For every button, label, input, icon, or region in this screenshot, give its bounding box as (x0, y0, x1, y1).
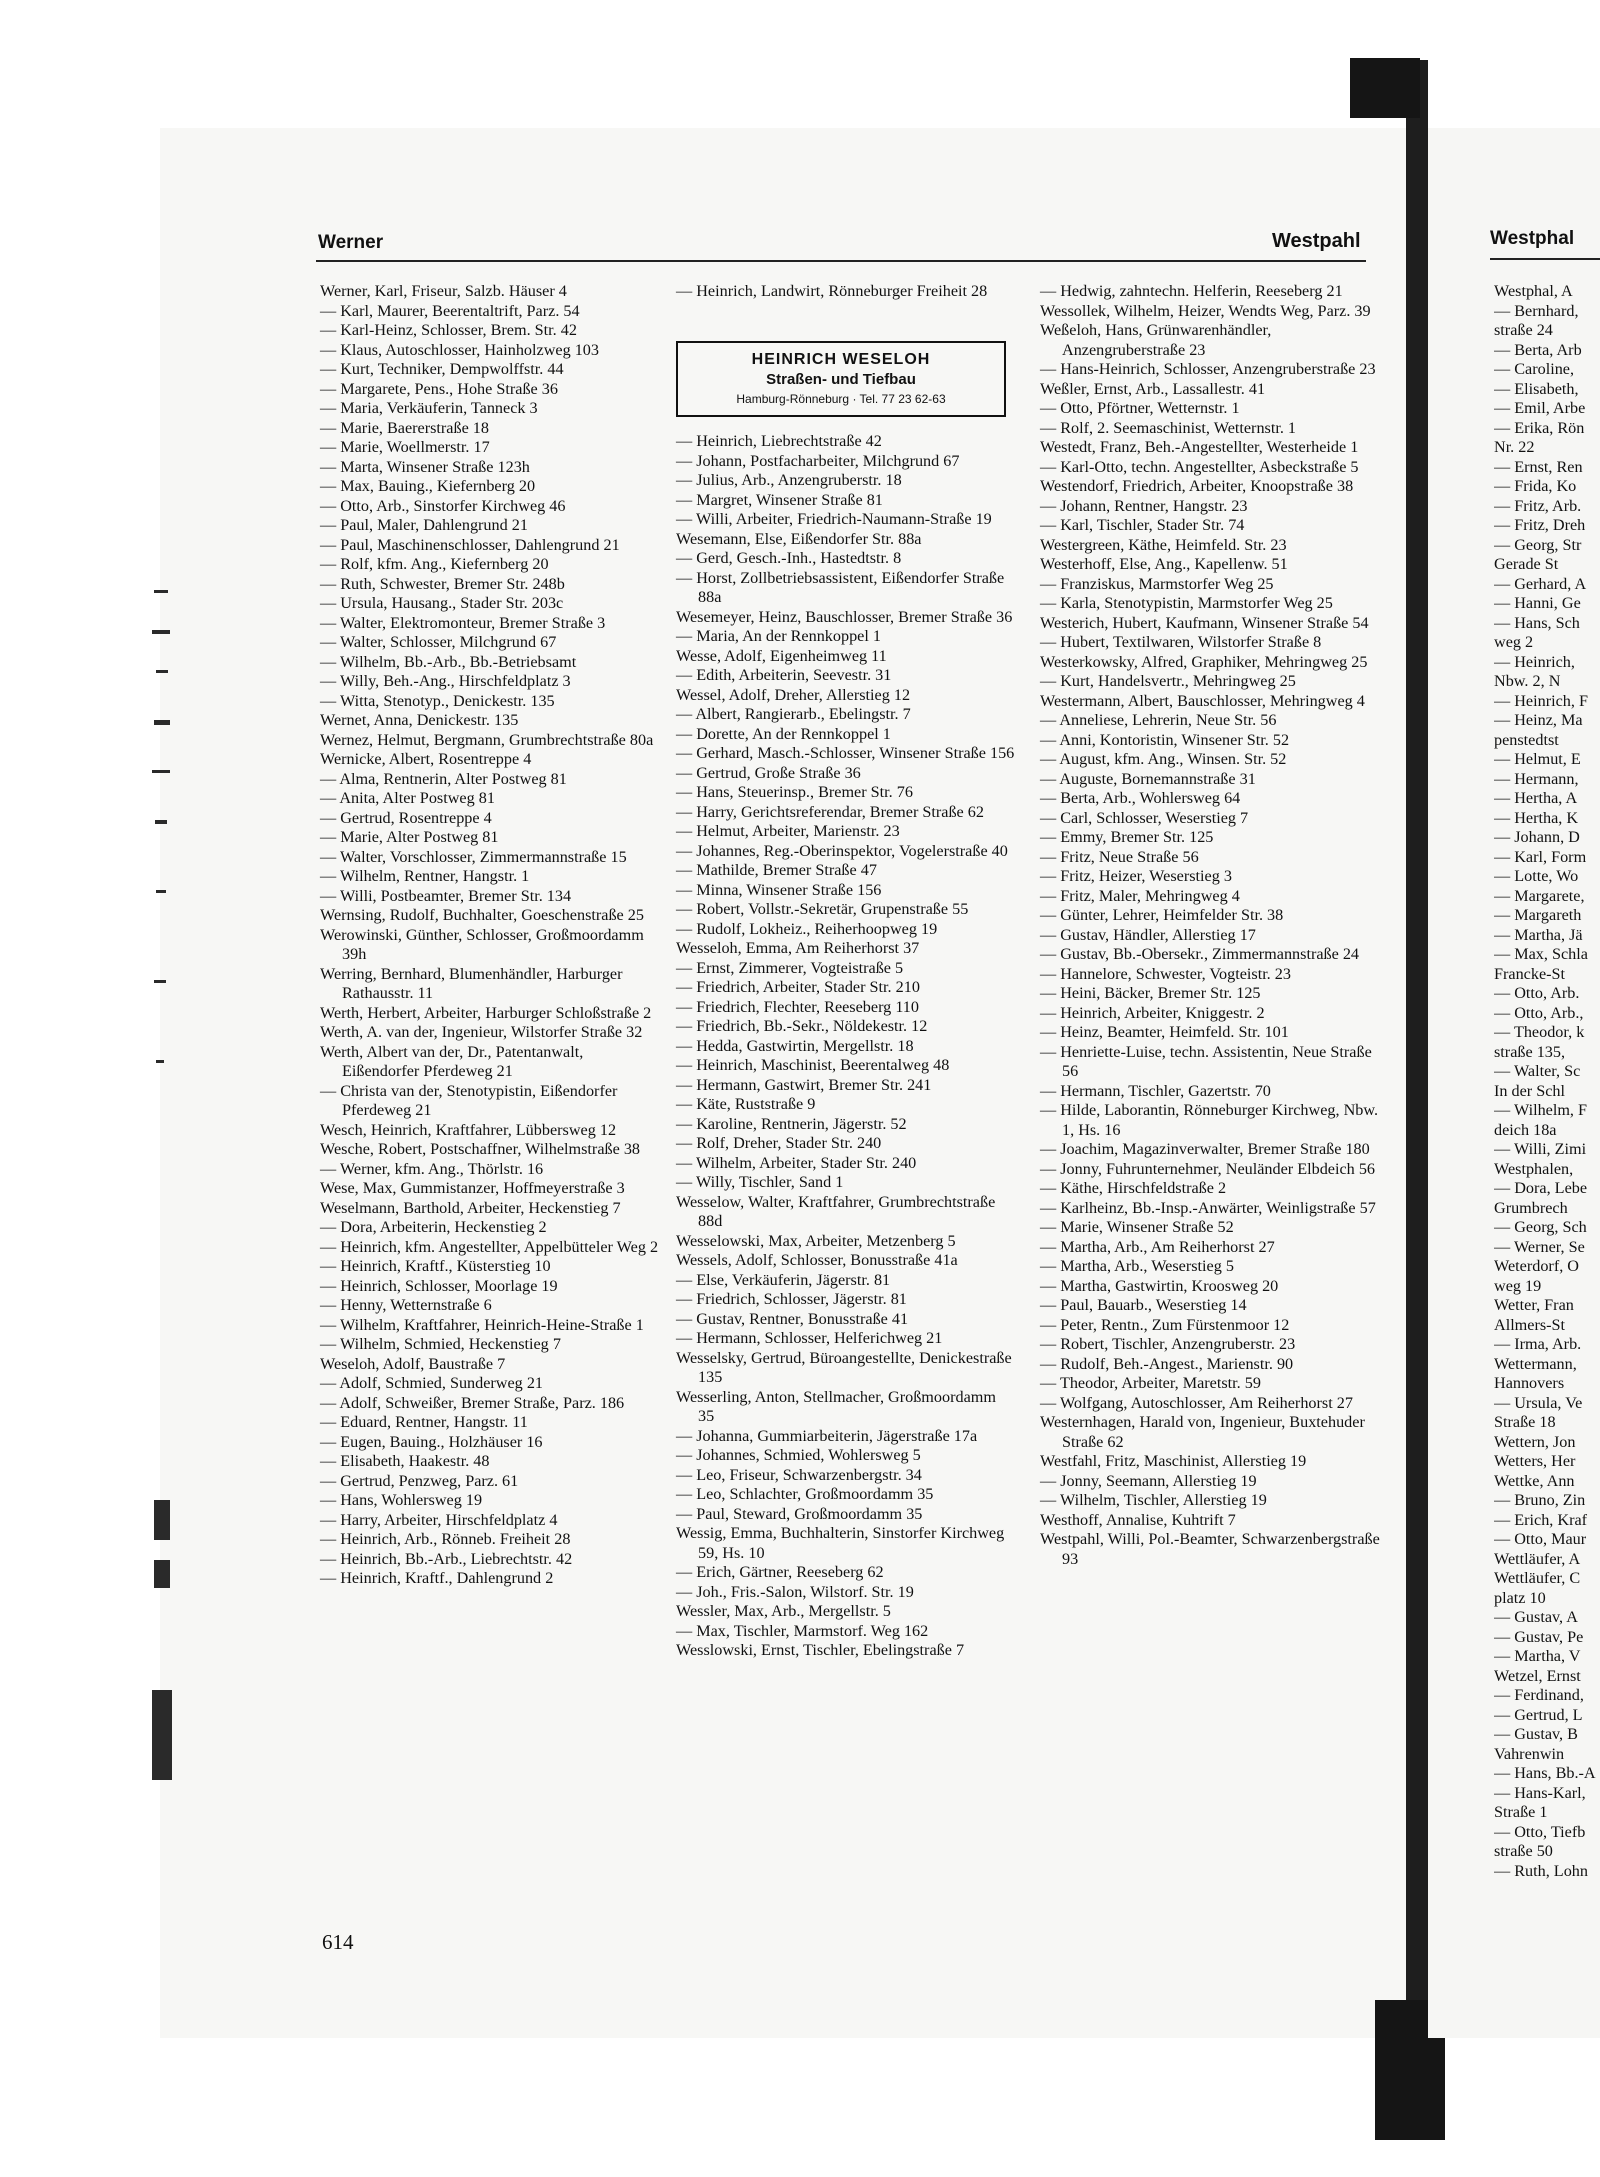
directory-entry: — Jonny, Seemann, Allerstieg 19 (1040, 1471, 1257, 1490)
directory-entry: — Marie, Winsener Straße 52 (1040, 1218, 1234, 1236)
directory-entry: — Walter, Elektromonteur, Bremer Straße 3 (320, 613, 606, 632)
directory-entry: — Fritz, Neue Straße 56 (1040, 847, 1199, 866)
directory-entry: — Ernst, Ren (1494, 457, 1583, 476)
directory-entry: Westedt, Franz, Beh.-Angestellter, Westerheide 1 (1040, 438, 1359, 456)
directory-entry: Westpahl, Willi, Pol.-Beamter, Schwarzenbergstraße 93 (1040, 1530, 1380, 1568)
directory-entry: deich 18a (1494, 1120, 1557, 1139)
directory-entry: Wernez, Helmut, Bergmann, Grumbrechtstraße 80a (320, 730, 654, 749)
directory-entry: Werth, Albert van der, Dr., Patentanwalt, Eißendorfer Pferdeweg 21 (320, 1042, 584, 1080)
directory-entry: — Anita, Alter Postweg 81 (320, 789, 495, 807)
directory-entry: — Kurt, Techniker, Dempwolffstr. 44 (320, 360, 564, 378)
directory-entry: — Hubert, Textilwaren, Wilstorfer Straße 8 (1040, 633, 1322, 651)
directory-entry: — Bruno, Zin (1494, 1491, 1586, 1509)
directory-entry: In der Schl (1494, 1081, 1566, 1100)
directory-entry: — Heini, Bäcker, Bremer Str. 125 (1040, 984, 1261, 1002)
directory-entry: — Willi, Zimi (1494, 1140, 1587, 1158)
directory-entry: — Heinz, Beamter, Heimfeld. Str. 101 (1040, 1023, 1289, 1041)
directory-entry: — Bernhard, (1494, 301, 1579, 320)
directory-entry: Westphalen, (1494, 1159, 1574, 1178)
directory-entry: — Leo, Friseur, Schwarzenbergstr. 34 (676, 1465, 922, 1484)
directory-entry: — Hanni, Ge (1494, 594, 1581, 612)
directory-entry: — Rolf, Dreher, Stader Str. 240 (676, 1134, 882, 1152)
directory-entry: — Gustav, Rentner, Bonusstraße 41 (676, 1309, 909, 1328)
directory-entry: — Gerd, Gesch.-Inh., Hastedtstr. 8 (676, 549, 902, 567)
directory-entry: — Martha, Arb., Weserstieg 5 (1040, 1257, 1234, 1275)
directory-entry: — Johann, Postfacharbeiter, Milchgrund 67 (676, 451, 960, 470)
directory-entry: Wetters, Her (1494, 1452, 1576, 1470)
directory-entry: Weseloh, Adolf, Baustraße 7 (320, 1354, 506, 1373)
directory-entry: Werner, Karl, Friseur, Salzb. Häuser 4 (320, 282, 567, 300)
directory-entry: — Auguste, Bornemannstraße 31 (1040, 769, 1256, 788)
directory-entry: Wernsing, Rudolf, Buchhalter, Goeschenstraße 25 (320, 906, 644, 924)
directory-entry: Straße 18 (1494, 1413, 1556, 1431)
directory-entry: — Witta, Stenotyp., Denickestr. 135 (320, 691, 555, 710)
directory-entry: — Paul, Bauarb., Weserstieg 14 (1040, 1296, 1247, 1314)
directory-entry: — Ferdinand, (1494, 1686, 1584, 1704)
directory-entry: — Heinrich, Liebrechtstraße 42 (676, 432, 882, 450)
directory-entry: — Berta, Arb (1494, 340, 1582, 359)
directory-entry: — Karl-Heinz, Schlosser, Brem. Str. 42 (320, 321, 577, 339)
directory-entry: — Else, Verkäuferin, Jägerstr. 81 (676, 1270, 891, 1289)
directory-entry: — Minna, Winsener Straße 156 (676, 880, 882, 899)
directory-entry: — Max, Bauing., Kiefernberg 20 (320, 477, 536, 495)
directory-entry: — Hannelore, Schwester, Vogteistr. 23 (1040, 964, 1291, 983)
directory-entry: — Edith, Arbeiterin, Seevestr. 31 (676, 666, 892, 684)
book-gutter (1406, 60, 1428, 2020)
directory-entry: — Harry, Arbeiter, Hirschfeldplatz 4 (320, 1510, 558, 1529)
directory-entry: — Friedrich, Arbeiter, Stader Str. 210 (676, 978, 920, 996)
directory-entry: — Gerhard, Masch.-Schlosser, Winsener Straße 156 (676, 744, 1015, 762)
running-head-next-page: Westphal (1490, 228, 1575, 249)
page-number: 614 (322, 1930, 354, 1954)
directory-entry: — Leo, Schlachter, Großmoordamm 35 (676, 1485, 934, 1503)
directory-entry: Nbw. 2, N (1494, 672, 1561, 690)
directory-entry: — Karl-Otto, techn. Angestellter, Asbeckstraße 5 (1040, 457, 1359, 476)
running-head-right: Westpahl (1272, 230, 1361, 252)
directory-entry: — Marie, Woellmerstr. 17 (320, 438, 490, 456)
directory-entry: — Johann, Rentner, Hangstr. 23 (1040, 496, 1248, 515)
directory-entry: — Wilhelm, Arbeiter, Stader Str. 240 (676, 1153, 917, 1172)
directory-entry: Hannovers (1494, 1374, 1565, 1392)
directory-entry: weg 19 (1494, 1276, 1542, 1295)
directory-entry: — Hedda, Gastwirtin, Mergellstr. 18 (676, 1036, 914, 1055)
directory-entry: — Wilhelm, Bb.-Arb., Bb.-Betriebsamt (320, 652, 577, 671)
directory-entry: — Hedwig, zahntechn. Helferin, Reeseberg 21 (1040, 282, 1343, 300)
directory-entry: — Fritz, Arb. (1494, 496, 1582, 515)
directory-entry: — Martha, Arb., Am Reiherhorst 27 (1040, 1237, 1275, 1256)
directory-entry: — Dorette, An der Rennkoppel 1 (676, 724, 891, 743)
advert-business-line: Straßen- und Tiefbau (766, 371, 916, 388)
directory-entry: — Hermann, (1494, 769, 1579, 788)
directory-entry: Wesche, Robert, Postschaffner, Wilhelmstraße 38 (320, 1140, 641, 1158)
directory-entry: — Elisabeth, (1494, 379, 1579, 398)
directory-entry: Westendorf, Friedrich, Arbeiter, Knoopstraße 38 (1040, 477, 1354, 495)
directory-entry: — Elisabeth, Haakestr. 48 (320, 1452, 490, 1470)
directory-entry: — Marie, Baererstraße 18 (320, 418, 489, 437)
directory-entry: — Walter, Sc (1494, 1062, 1581, 1080)
directory-entry: — Eduard, Rentner, Hangstr. 11 (320, 1413, 528, 1431)
directory-entry: — Hilde, Laborantin, Rönneburger Kirchweg, Nbw. 1, Hs. 16 (1040, 1101, 1379, 1139)
directory-entry: Wetter, Fran (1494, 1296, 1574, 1314)
directory-entry: — Gertrud, Große Straße 36 (676, 763, 861, 782)
directory-entry: Francke-St (1494, 964, 1566, 983)
directory-entry: — Fritz, Heizer, Weserstieg 3 (1040, 867, 1232, 885)
directory-entry: — Gertrud, Penzweg, Parz. 61 (320, 1471, 519, 1490)
directory-entry: — Hans, Steuerinsp., Bremer Str. 76 (676, 783, 913, 801)
directory-entry: — Karl, Maurer, Beerentaltrift, Parz. 54 (320, 301, 580, 320)
directory-entry: — Werner, kfm. Ang., Thörlstr. 16 (320, 1159, 544, 1178)
directory-entry: Werring, Bernhard, Blumenhändler, Harburger Rathausstr. 11 (320, 964, 623, 1002)
directory-entry: — Marta, Winsener Straße 123h (320, 457, 530, 476)
directory-entry: — Helmut, Arbeiter, Marienstr. 23 (676, 822, 900, 840)
directory-entry: — Otto, Arb., (1494, 1003, 1584, 1022)
directory-entry: Wettern, Jon (1494, 1432, 1576, 1451)
directory-entry: — Otto, Maur (1494, 1530, 1587, 1548)
directory-entry: — Heinrich, Arb., Rönneb. Freiheit 28 (320, 1530, 571, 1548)
directory-entry: — August, kfm. Ang., Winsen. Str. 52 (1040, 750, 1287, 768)
directory-column-1 (320, 282, 660, 1589)
directory-entry: — Robert, Vollstr.-Sekretär, Grupenstraße 55 (676, 900, 969, 918)
directory-entry: — Walter, Schlosser, Milchgrund 67 (320, 633, 557, 651)
directory-entry: — Robert, Tischler, Anzengruberstr. 23 (1040, 1335, 1296, 1353)
directory-entry: — Heinrich, kfm. Angestellter, Appelbütteler Weg 2 (320, 1237, 659, 1256)
directory-entry: — Margarete, (1494, 886, 1585, 905)
directory-entry: — Otto, Pförtner, Wetternstr. 1 (1040, 399, 1240, 417)
directory-entry: — Rolf, kfm. Ang., Kiefernberg 20 (320, 555, 549, 573)
directory-entry: — Ursula, Ve (1494, 1393, 1583, 1412)
directory-entry: — Heinz, Ma (1494, 711, 1583, 729)
directory-entry: — Harry, Gerichtsreferendar, Bremer Straße 62 (676, 802, 984, 821)
directory-entry: Wetzel, Ernst (1494, 1666, 1581, 1685)
directory-entry: — Julius, Arb., Anzengruberstr. 18 (676, 471, 902, 489)
directory-entry: — Jonny, Fuhrunternehmer, Neuländer Elbdeich 56 (1040, 1159, 1376, 1178)
directory-entry: — Caroline, (1494, 360, 1575, 378)
directory-entry: — Margarete, Pens., Hohe Straße 36 (320, 379, 558, 398)
directory-entry: — Heinrich, Bb.-Arb., Liebrechtstr. 42 (320, 1549, 573, 1568)
directory-entry: Nr. 22 (1494, 438, 1535, 456)
directory-entry: — Joachim, Magazinverwalter, Bremer Straße 180 (1040, 1140, 1370, 1158)
directory-entry: — Klaus, Autoschlosser, Hainholzweg 103 (320, 340, 599, 359)
directory-entry: Westernhagen, Harald von, Ingenieur, Buxtehuder Straße 62 (1040, 1413, 1365, 1451)
directory-entry: platz 10 (1494, 1588, 1546, 1607)
directory-entry: — Emil, Arbe (1494, 399, 1586, 417)
directory-entry: weg 2 (1494, 633, 1534, 651)
directory-entry: — Georg, Str (1494, 535, 1582, 554)
directory-entry: Wettläufer, C (1494, 1569, 1581, 1587)
directory-entry: — Rudolf, Beh.-Angest., Marienstr. 90 (1040, 1354, 1294, 1373)
directory-entry: — Carl, Schlosser, Weserstieg 7 (1040, 808, 1249, 827)
directory-entry: — Heinrich, F (1494, 691, 1588, 710)
directory-entry: — Paul, Maschinenschlosser, Dahlengrund 21 (320, 535, 620, 554)
directory-entry: Werth, A. van der, Ingenieur, Wilstorfer Straße 32 (320, 1023, 643, 1041)
directory-entry: Weßler, Ernst, Arb., Lassallestr. 41 (1040, 379, 1266, 398)
directory-entry: — Irma, Arb. (1494, 1335, 1582, 1353)
directory-entry: — Hans, Wohlersweg 19 (320, 1491, 483, 1509)
directory-entry: Wessels, Adolf, Schlosser, Bonusstraße 41a (676, 1251, 958, 1269)
directory-entry: Wesch, Heinrich, Kraftfahrer, Lübbersweg 12 (320, 1120, 617, 1139)
directory-entry: — Adolf, Schweißer, Bremer Straße, Parz. 186 (320, 1393, 625, 1412)
directory-entry: Grumbrech (1494, 1198, 1568, 1217)
directory-entry: — Karla, Stenotypistin, Marmstorfer Weg 25 (1040, 594, 1333, 612)
directory-entry: — Gerhard, A (1494, 574, 1587, 593)
directory-column-2-top (676, 282, 1016, 302)
directory-entry: — Wolfgang, Autoschlosser, Am Reiherhorst 27 (1040, 1393, 1353, 1412)
directory-entry: — Anneliese, Lehrerin, Neue Str. 56 (1040, 711, 1277, 729)
directory-entry: — Ruth, Schwester, Bremer Str. 248b (320, 574, 565, 593)
directory-entry: — Marie, Alter Postweg 81 (320, 828, 499, 846)
directory-entry: Westhoff, Annalise, Kuhtrift 7 (1040, 1510, 1236, 1529)
advertisement-box (676, 341, 1006, 417)
directory-entry: — Karlheinz, Bb.-Insp.-Anwärter, Weinligstraße 57 (1040, 1198, 1376, 1217)
directory-entry: — Willi, Arbeiter, Friedrich-Naumann-Straße 19 (676, 510, 992, 528)
directory-entry: — Paul, Steward, Großmoordamm 35 (676, 1504, 923, 1523)
directory-entry: — Walter, Vorschlosser, Zimmermannstraße 15 (320, 847, 627, 866)
advert-company-name: HEINRICH WESELOH (751, 351, 931, 368)
directory-entry: — Albert, Rangierarb., Ebelingstr. 7 (676, 705, 911, 723)
directory-entry: Wessig, Emma, Buchhalterin, Sinstorfer Kirchweg 59, Hs. 10 (676, 1524, 1005, 1562)
directory-entry: Werowinski, Günther, Schlosser, Großmoordamm 39h (320, 925, 644, 963)
directory-entry: Westergreen, Käthe, Heimfeld. Str. 23 (1040, 535, 1287, 554)
directory-entry: — Christa van der, Stenotypistin, Eißendorfer Pferdeweg 21 (320, 1081, 618, 1119)
directory-entry: Wernet, Anna, Denickestr. 135 (320, 711, 519, 729)
directory-entry: — Wilhelm, Tischler, Allerstieg 19 (1040, 1491, 1267, 1509)
directory-entry: — Eugen, Bauing., Holzhäuser 16 (320, 1432, 543, 1451)
directory-entry: Westphal, A (1494, 282, 1573, 300)
directory-entry: — Adolf, Schmied, Sunderweg 21 (320, 1374, 544, 1392)
directory-entry: Gerade St (1494, 555, 1559, 573)
directory-entry: — Margret, Winsener Straße 81 (676, 490, 883, 509)
directory-entry: — Hermann, Gastwirt, Bremer Str. 241 (676, 1075, 932, 1094)
directory-entry: — Frida, Ko (1494, 477, 1577, 495)
directory-entry: — Hans-Heinrich, Schlosser, Anzengruberstraße 23 (1040, 360, 1376, 378)
directory-entry: — Johannes, Reg.-Oberinspektor, Vogelerstraße 40 (676, 841, 1008, 860)
directory-entry: — Heinrich, Kraftf., Dahlengrund 2 (320, 1569, 554, 1587)
directory-entry: — Willy, Tischler, Sand 1 (676, 1173, 844, 1191)
directory-entry: — Lotte, Wo (1494, 867, 1579, 885)
directory-entry: — Ruth, Lohn (1494, 1861, 1588, 1880)
directory-entry: — Johanna, Gummiarbeiterin, Jägerstraße 17a (676, 1426, 978, 1445)
directory-entry: — Gustav, Pe (1494, 1627, 1584, 1646)
directory-entry: penstedtst (1494, 730, 1559, 749)
directory-entry: — Theodor, k (1494, 1023, 1585, 1041)
directory-entry: — Martha, V (1494, 1647, 1581, 1665)
directory-entry: Westerhoff, Else, Ang., Kapellenw. 51 (1040, 555, 1288, 573)
directory-entry: — Franziskus, Marmstorfer Weg 25 (1040, 574, 1274, 593)
directory-entry: — Karl, Tischler, Stader Str. 74 (1040, 516, 1245, 534)
directory-entry: Vahrenwin (1494, 1744, 1565, 1763)
directory-entry: — Fritz, Dreh (1494, 516, 1586, 534)
directory-column-2 (676, 432, 1016, 1661)
directory-entry: Weterdorf, O (1494, 1257, 1579, 1275)
directory-entry: — Gertrud, Rosentreppe 4 (320, 808, 492, 827)
directory-entry: — Heinrich, Landwirt, Rönneburger Freiheit 28 (676, 282, 988, 300)
directory-entry: Allmers-St (1494, 1315, 1566, 1334)
directory-entry: — Erich, Kraf (1494, 1510, 1588, 1529)
directory-entry: — Kurt, Handelsvertr., Mehringweg 25 (1040, 672, 1296, 690)
directory-entry: Wettläufer, A (1494, 1549, 1581, 1568)
directory-entry: — Gustav, A (1494, 1608, 1578, 1626)
directory-entry: — Paul, Maler, Dahlengrund 21 (320, 516, 528, 534)
directory-entry: — Erich, Gärtner, Reeseberg 62 (676, 1563, 884, 1581)
directory-entry: — Ernst, Zimmerer, Vogteistraße 5 (676, 958, 904, 977)
directory-entry: straße 50 (1494, 1842, 1553, 1860)
directory-column-3 (1040, 282, 1380, 1569)
directory-entry: — Hans, Sch (1494, 613, 1580, 632)
directory-entry: — Horst, Zollbetriebsassistent, Eißendorfer Straße 88a (676, 568, 1005, 606)
directory-entry: — Rolf, 2. Seemaschinist, Wetternstr. 1 (1040, 418, 1297, 437)
directory-entry: — Hermann, Schlosser, Helferichweg 21 (676, 1329, 943, 1347)
directory-entry: Wessler, Max, Arb., Mergellstr. 5 (676, 1602, 891, 1620)
directory-entry: — Friedrich, Flechter, Reeseberg 110 (676, 997, 919, 1016)
directory-entry: — Johannes, Schmied, Wohlersweg 5 (676, 1446, 921, 1464)
directory-entry: — Friedrich, Bb.-Sekr., Nöldekestr. 12 (676, 1017, 928, 1035)
directory-entry: — Hermann, Tischler, Gazertstr. 70 (1040, 1081, 1271, 1100)
directory-entry: — Otto, Arb. (1494, 984, 1580, 1002)
directory-entry: Westfahl, Fritz, Maschinist, Allerstieg 19 (1040, 1452, 1307, 1470)
directory-entry: — Max, Schla (1494, 945, 1588, 963)
directory-entry: — Henny, Wetternstraße 6 (320, 1296, 492, 1314)
directory-entry: — Ursula, Hausang., Stader Str. 203c (320, 594, 564, 612)
directory-entry: Wessel, Adolf, Dreher, Allerstieg 12 (676, 685, 911, 704)
directory-entry: — Friedrich, Schlosser, Jägerstr. 81 (676, 1290, 907, 1308)
directory-entry: Wesemann, Else, Eißendorfer Str. 88a (676, 529, 922, 548)
directory-entry: — Willy, Beh.-Ang., Hirschfeldplatz 3 (320, 672, 571, 690)
directory-entry: — Wilhelm, F (1494, 1101, 1588, 1119)
directory-entry: — Willi, Postbeamter, Bremer Str. 134 (320, 886, 572, 905)
directory-entry: Wesse, Adolf, Eigenheimweg 11 (676, 646, 887, 665)
directory-entry: Wettke, Ann (1494, 1471, 1575, 1490)
directory-entry: — Erika, Rön (1494, 418, 1585, 437)
directory-entry: Wesslowski, Ernst, Tischler, Ebelingstraße 7 (676, 1641, 965, 1659)
directory-entry: straße 135, (1494, 1042, 1566, 1061)
directory-entry: Westerkowsky, Alfred, Graphiker, Mehringweg 25 (1040, 652, 1368, 671)
directory-entry: — Peter, Rentn., Zum Fürstenmoor 12 (1040, 1315, 1290, 1334)
directory-entry: Weselmann, Barthold, Arbeiter, Heckenstieg 7 (320, 1198, 621, 1217)
directory-entry: — Hans, Bb.-A (1494, 1764, 1596, 1782)
advert-address-phone: Hamburg-Rönneburg · Tel. 77 23 62-63 (736, 392, 946, 406)
directory-entry: — Heinrich, Kraftf., Küsterstieg 10 (320, 1257, 551, 1275)
directory-entry: straße 24 (1494, 321, 1553, 339)
directory-entry: — Heinrich, Schlosser, Moorlage 19 (320, 1276, 558, 1295)
directory-entry: — Rudolf, Lokheiz., Reiherhoopweg 19 (676, 919, 938, 938)
directory-entry: — Gustav, Bb.-Obersekr., Zimmermannstraße 24 (1040, 945, 1360, 963)
directory-entry: — Henriette-Luise, techn. Assistentin, Neue Straße 56 (1040, 1042, 1372, 1080)
directory-entry: — Emmy, Bremer Str. 125 (1040, 828, 1214, 846)
directory-entry: — Käthe, Hirschfeldstraße 2 (1040, 1179, 1227, 1197)
directory-entry: — Maria, Verkäuferin, Tanneck 3 (320, 399, 538, 417)
directory-entry: — Werner, Se (1494, 1237, 1585, 1256)
directory-entry: — Dora, Lebe (1494, 1179, 1588, 1197)
directory-entry: — Fritz, Maler, Mehringweg 4 (1040, 886, 1240, 905)
directory-entry: — Heinrich, (1494, 652, 1575, 671)
directory-entry: — Gertrud, L (1494, 1705, 1583, 1724)
directory-entry: Weßeloh, Hans, Grünwarenhändler, Anzengruberstraße 23 (1040, 321, 1272, 359)
directory-entry: — Günter, Lehrer, Heimfelder Str. 38 (1040, 906, 1284, 924)
directory-entry: — Käte, Ruststraße 9 (676, 1095, 816, 1113)
directory-entry: — Johann, D (1494, 828, 1580, 846)
directory-entry: Wesselsky, Gertrud, Büroangestellte, Denickestraße 135 (676, 1348, 1012, 1386)
directory-entry: Westermann, Albert, Bauschlosser, Mehringweg 4 (1040, 691, 1365, 710)
directory-entry: Straße 1 (1494, 1803, 1548, 1821)
directory-entry: — Margareth (1494, 906, 1582, 924)
directory-entry: — Mathilde, Bremer Straße 47 (676, 861, 877, 879)
directory-entry: — Otto, Tiefb (1494, 1822, 1586, 1841)
directory-entry: — Martha, Gastwirtin, Kroosweg 20 (1040, 1276, 1279, 1295)
directory-entry: Wessollek, Wilhelm, Heizer, Wendts Weg, Parz. 39 (1040, 301, 1371, 320)
directory-entry: — Gustav, Händler, Allerstieg 17 (1040, 925, 1256, 944)
directory-column-next-page (1494, 282, 1600, 1881)
directory-entry: Wernicke, Albert, Rosentreppe 4 (320, 750, 532, 768)
directory-entry: — Berta, Arb., Wohlersweg 64 (1040, 789, 1241, 807)
binding-shadow-top (1350, 58, 1420, 118)
header-rule-next-page (1490, 258, 1600, 260)
directory-entry: Wesselow, Walter, Kraftfahrer, Grumbrechtstraße 88d (676, 1192, 996, 1230)
directory-entry: — Wilhelm, Schmied, Heckenstieg 7 (320, 1335, 561, 1353)
directory-entry: — Martha, Jä (1494, 925, 1583, 944)
directory-entry: — Karoline, Rentnerin, Jägerstr. 52 (676, 1114, 907, 1133)
directory-entry: — Theodor, Arbeiter, Maretstr. 59 (1040, 1374, 1261, 1392)
directory-entry: Westerich, Hubert, Kaufmann, Winsener Straße 54 (1040, 613, 1369, 632)
running-head-left: Werner (318, 232, 384, 253)
directory-entry: — Karl, Form (1494, 847, 1587, 866)
directory-entry: — Maria, An der Rennkoppel 1 (676, 627, 881, 645)
directory-entry: — Hertha, A (1494, 789, 1578, 807)
directory-entry: — Alma, Rentnerin, Alter Postweg 81 (320, 769, 567, 788)
directory-entry: — Heinrich, Maschinist, Beerentalweg 48 (676, 1056, 950, 1074)
directory-entry: — Helmut, E (1494, 750, 1581, 768)
directory-entry: Wettermann, (1494, 1354, 1577, 1373)
directory-entry: — Heinrich, Arbeiter, Kniggestr. 2 (1040, 1003, 1265, 1022)
directory-entry: Wesserling, Anton, Stellmacher, Großmoordamm 35 (676, 1387, 996, 1425)
directory-entry: — Wilhelm, Kraftfahrer, Heinrich-Heine-Straße 1 (320, 1315, 644, 1334)
directory-entry: — Gustav, B (1494, 1725, 1578, 1743)
directory-entry: — Dora, Arbeiterin, Heckenstieg 2 (320, 1218, 547, 1236)
directory-entry: — Georg, Sch (1494, 1218, 1587, 1236)
directory-entry: — Hertha, K (1494, 808, 1579, 827)
directory-entry: — Joh., Fris.-Salon, Wilstorf. Str. 19 (676, 1582, 914, 1601)
directory-entry: Wesselowski, Max, Arbeiter, Metzenberg 5 (676, 1231, 956, 1250)
directory-entry: — Anni, Kontoristin, Winsener Str. 52 (1040, 730, 1290, 749)
directory-entry: — Wilhelm, Rentner, Hangstr. 1 (320, 867, 530, 885)
bleed-through-marks (150, 560, 178, 1860)
directory-entry: Wesseloh, Emma, Am Reiherhorst 37 (676, 939, 920, 957)
directory-entry: Wesemeyer, Heinz, Bauschlosser, Bremer Straße 36 (676, 607, 1013, 626)
directory-entry: Werth, Herbert, Arbeiter, Harburger Schloßstraße 2 (320, 1003, 652, 1022)
directory-entry: Wese, Max, Gummistanzer, Hoffmeyerstraße 3 (320, 1179, 625, 1197)
directory-entry: — Max, Tischler, Marmstorf. Weg 162 (676, 1621, 929, 1640)
directory-entry: — Otto, Arb., Sinstorfer Kirchweg 46 (320, 496, 566, 515)
header-rule (316, 260, 1366, 262)
directory-entry: — Hans-Karl, (1494, 1783, 1586, 1802)
